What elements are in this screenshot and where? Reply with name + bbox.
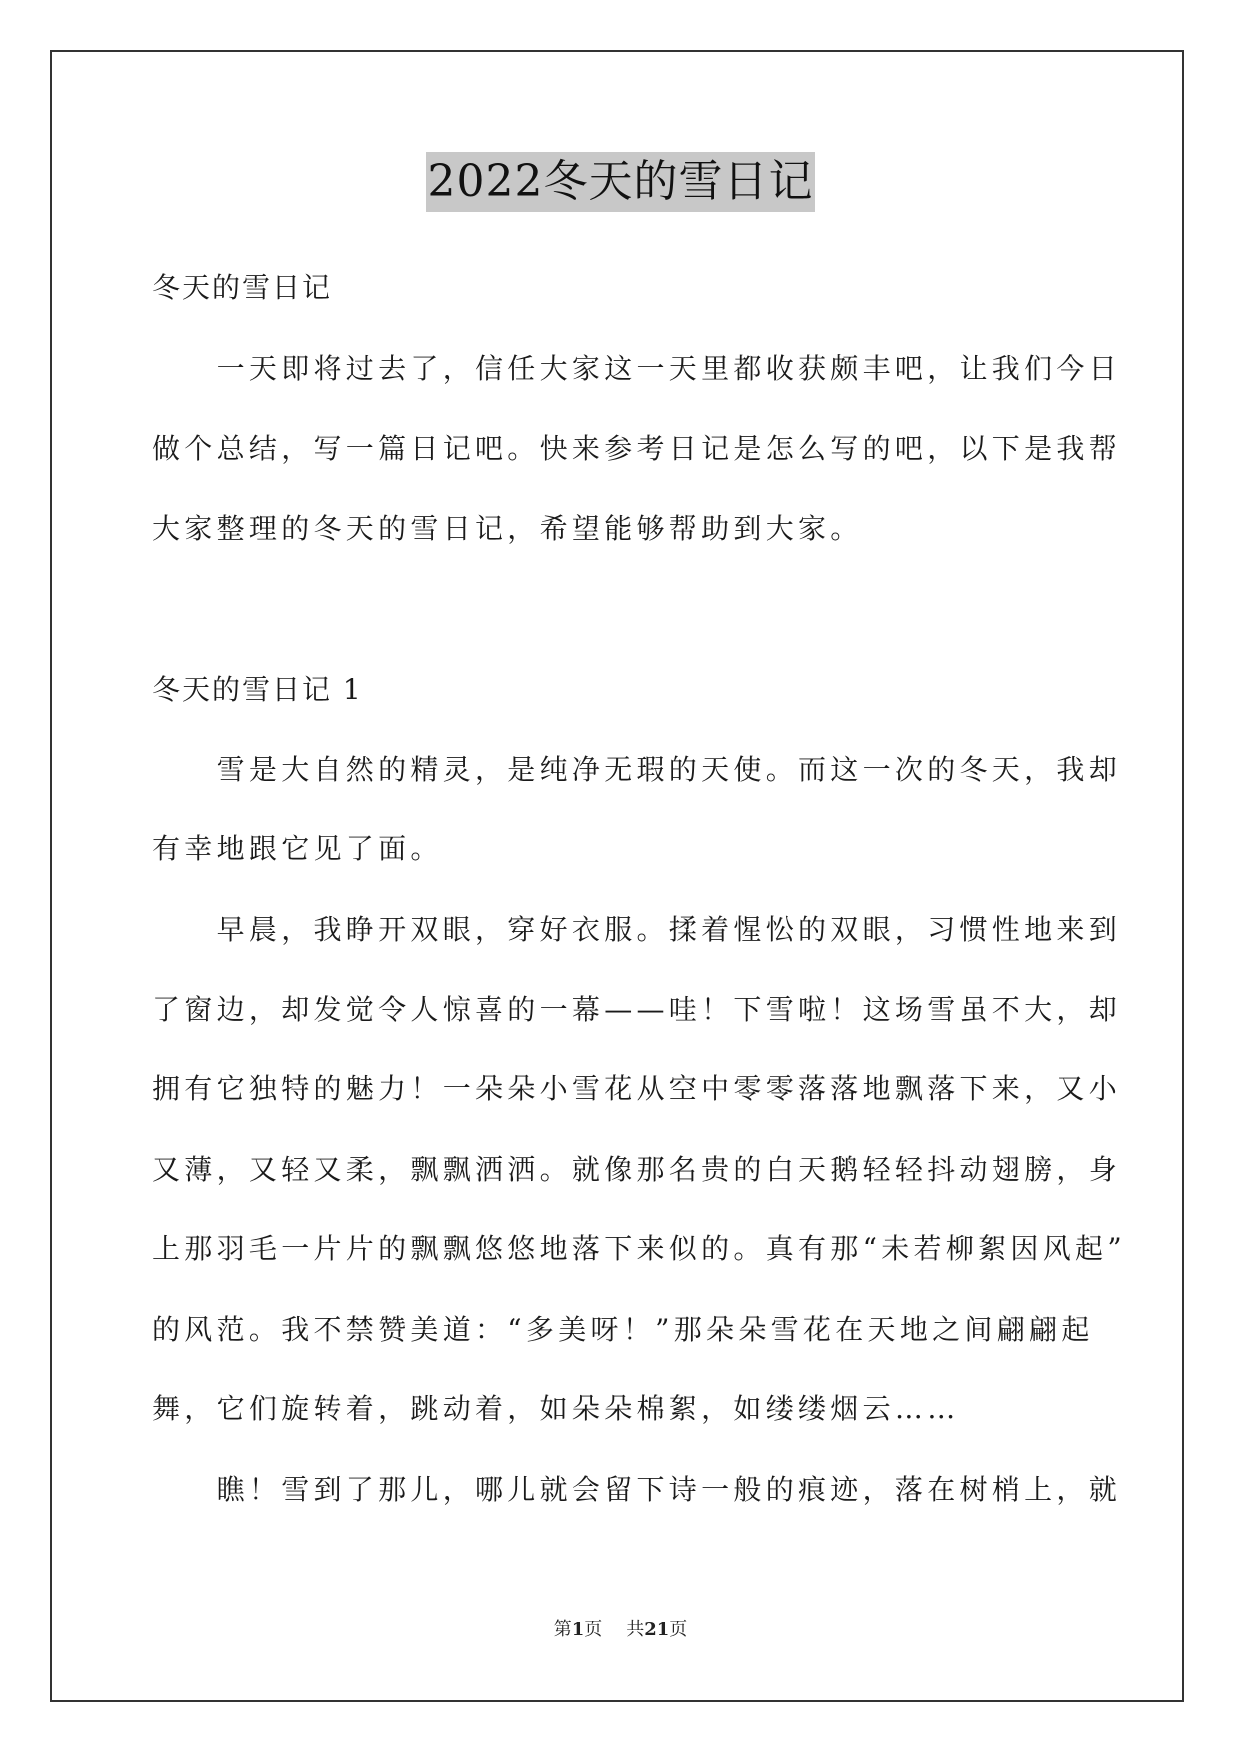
page-footer [0, 1618, 1241, 1642]
intro-line-1: 一天即将过去了，信任大家这一天里都收获颇丰吧，让我们今日 [152, 352, 1122, 385]
body-line-9: 舞，它们旋转着，跳动着，如朵朵棉絮，如缕缕烟云…… [152, 1392, 960, 1425]
section-heading: 冬天的雪日记 1 [152, 673, 363, 706]
page-prefix: 第 [553, 1619, 572, 1640]
body-line-3: 早晨，我睁开双眼，穿好衣服。揉着惺忪的双眼，习惯性地来到 [152, 913, 1122, 946]
page-number: 1 [571, 1619, 585, 1640]
body-line-2: 有幸地跟它见了面。 [152, 832, 443, 865]
body-line-1: 雪是大自然的精灵，是纯净无瑕的天使。而这一次的冬天，我却 [152, 753, 1122, 786]
body-line-8: 的风范。我不禁赞美道：“多美呀！”那朵朵雪花在天地之间翩翩起 [152, 1313, 1094, 1346]
document-title: 2022冬天的雪日记 [426, 152, 816, 212]
body-line-7: 上那羽毛一片片的飘飘悠悠地落下来似的。真有那“未若柳絮因风起” [152, 1232, 1126, 1265]
body-line-5: 拥有它独特的魅力！一朵朵小雪花从空中零零落落地飘落下来，又小 [152, 1072, 1122, 1105]
body-line-4: 了窗边，却发觉令人惊喜的一幕——哇！下雪啦！这场雪虽不大，却 [152, 993, 1122, 1026]
total-suffix: 页 [669, 1619, 688, 1640]
body-line-6: 又薄，又轻又柔，飘飘洒洒。就像那名贵的白天鹅轻轻抖动翅膀，身 [152, 1153, 1122, 1186]
total-prefix: 共 [626, 1619, 645, 1640]
page-suffix: 页 [584, 1619, 603, 1640]
intro-line-2: 做个总结，写一篇日记吧。快来参考日记是怎么写的吧，以下是我帮 [152, 432, 1122, 465]
body-line-10: 瞧！雪到了那儿，哪儿就会留下诗一般的痕迹，落在树梢上，就 [152, 1473, 1122, 1506]
intro-line-3: 大家整理的冬天的雪日记，希望能够帮助到大家。 [152, 512, 863, 545]
total-pages: 21 [644, 1619, 670, 1640]
title-container [0, 152, 1241, 212]
document-subtitle: 冬天的雪日记 [152, 271, 333, 304]
